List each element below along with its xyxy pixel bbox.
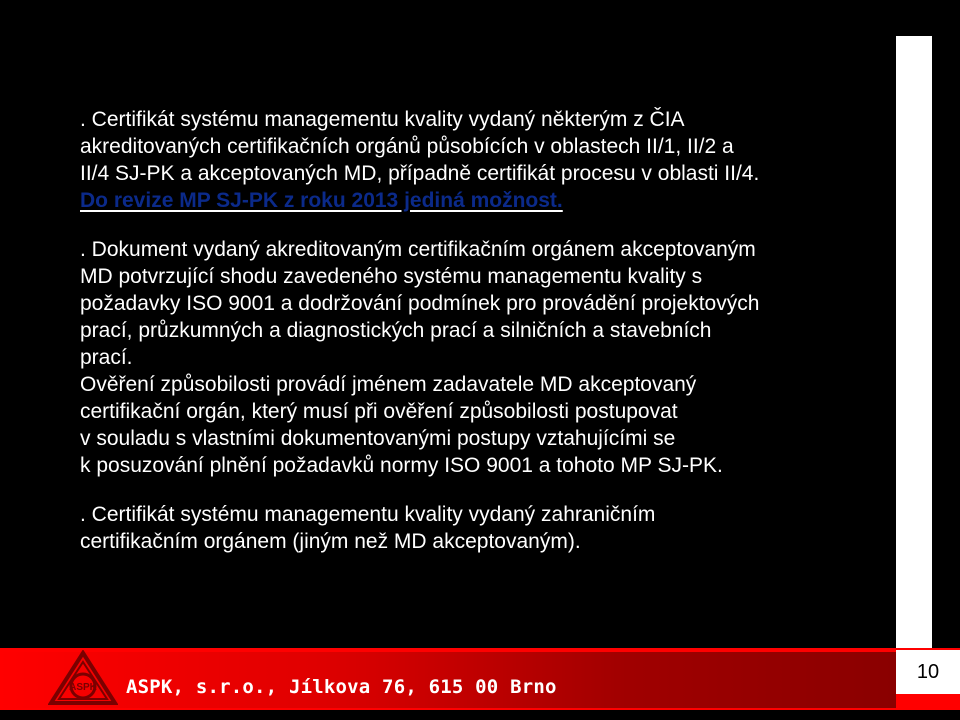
text-line: prací, průzkumných a diagnostických prací a silničních a stavebních (80, 319, 712, 342)
text-line: . Certifikát systému managementu kvality vydaný některým z ČIA (80, 108, 685, 131)
logo-text: ASPK (69, 682, 97, 693)
text-line: . Dokument vydaný akreditovaným certifikačním orgánem akceptovaným (80, 238, 756, 261)
paragraph-4 (80, 501, 880, 555)
text-line: v souladu s vlastními dokumentovanými postupy vztahujícími se (80, 427, 676, 450)
text-line: certifikační orgán, který musí při ověření způsobilosti postupovat (80, 400, 678, 423)
paragraph-2 (80, 236, 880, 371)
slide-body (80, 106, 880, 555)
text-line: požadavky ISO 9001 a dodržování podmínek pro provádění projektových (80, 292, 760, 315)
footer-company-address: ASPK, s.r.o., Jílkova 76, 615 00 Brno (126, 676, 557, 698)
text-line: prací. (80, 346, 133, 369)
text-line: II/4 SJ-PK a akceptovaných MD, případně certifikát procesu v oblasti II/4. (80, 162, 760, 185)
highlight-note: Do revize MP SJ-PK z roku 2013 jediná možnost. (80, 189, 563, 212)
text-line: k posuzování plnění požadavků normy ISO 9001 a tohoto MP SJ-PK. (80, 454, 723, 477)
paragraph-3 (80, 371, 880, 479)
aspk-logo-icon (48, 650, 118, 706)
text-line: certifikačním orgánem (jiným než MD akceptovaným). (80, 530, 581, 553)
text-line: Ověření způsobilosti provádí jménem zadavatele MD akceptovaný (80, 373, 697, 396)
text-line: MD potvrzující shodu zavedeného systému managementu kvality s (80, 265, 703, 288)
text-line: akreditovaných certifikačních orgánů působících v oblastech II/1, II/2 a (80, 135, 734, 158)
paragraph-1 (80, 106, 880, 214)
text-line: . Certifikát systému managementu kvality vydaný zahraničním (80, 503, 656, 526)
right-decorative-bar (896, 36, 932, 710)
page-number: 10 (896, 650, 960, 694)
